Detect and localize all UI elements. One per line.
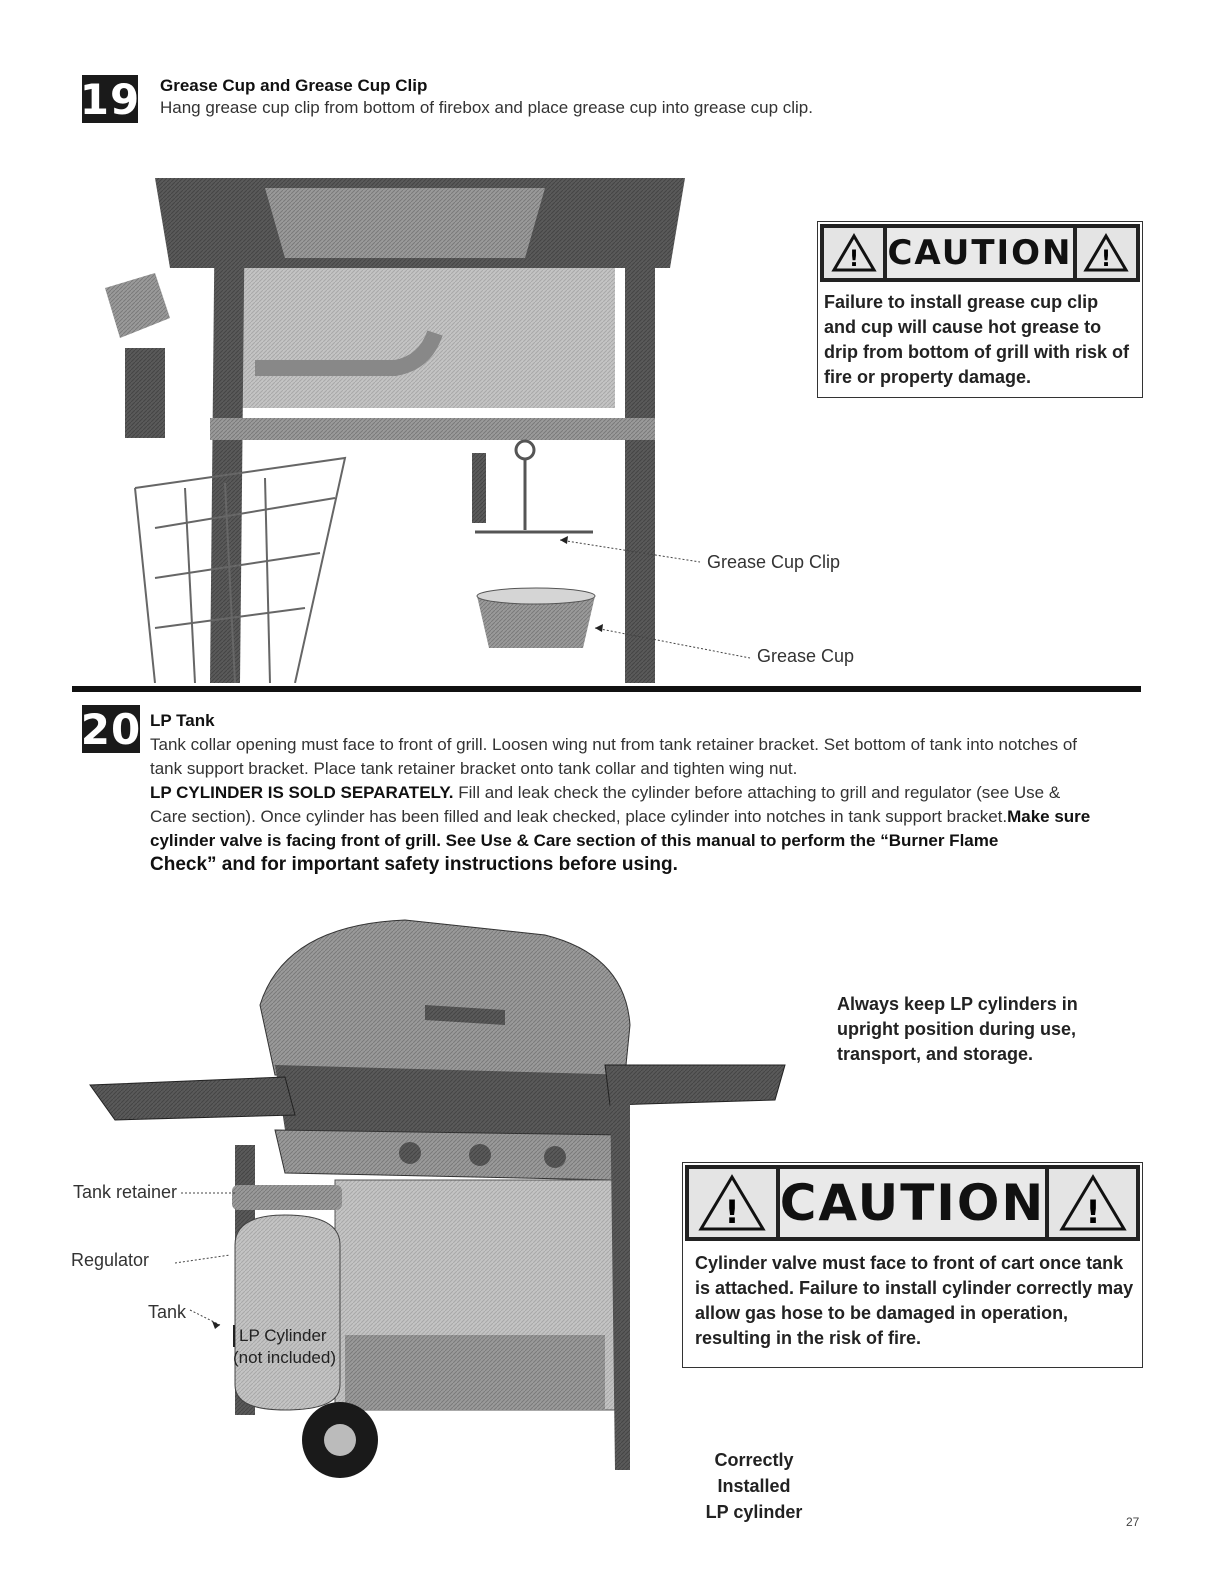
page-number: 27: [1126, 1515, 1140, 1529]
grease-cup-label: Grease Cup: [757, 646, 855, 666]
tank-retainer-label: Tank retainer: [73, 1182, 178, 1202]
warning-triangle-icon: [1047, 1167, 1138, 1239]
step-instructions: Hang grease cup clip from bottom of firebox and place grease cup into grease cup clip.: [160, 98, 813, 117]
caution-box-step19: [817, 221, 1143, 398]
caution-box-step20: [682, 1162, 1143, 1368]
caution-message: Cylinder valve must face to front of cart once tank is attached. Failure to install cylinder correctly may allow gas hose to be damaged in operation, resulting in the risk of fire.: [695, 1253, 1134, 1348]
warning-triangle-icon: [822, 226, 885, 280]
cylinder-label: LP Cylinder (not included): [233, 1326, 337, 1367]
caution-word: CAUTION: [778, 1167, 1048, 1239]
caution-message: Failure to install grease cup clip and cup will cause hot grease to drip from bottom of grill with risk of fire or property damage.: [824, 292, 1129, 387]
step-number-badge: 19: [79, 74, 141, 124]
caution-header: [685, 1165, 1140, 1241]
caution-header: [820, 224, 1140, 282]
step-instructions: Tank collar opening must face to front of grill. Loosen wing nut from tank retainer bracket. Set bottom of tank into notches of tank support bracket. Place tank retainer bracket onto tank collar and tighten wing nut. LP CYLINDER IS SOLD SEPARATELY. Fill and leak check the cylinder before attaching to grill and regulator (see Use & Care section). Once cylinder has been filled and leak checked, place cylinder into notches in tank support bracket.Make sure cylinder valve is facing front of grill. See Use & Care section of this manual to perform the “Burner Flame Check” and for important safety instructions before using.: [150, 735, 1091, 875]
warning-triangle-icon: [1075, 226, 1138, 280]
step-title: Grease Cup and Grease Cup Clip: [160, 76, 428, 95]
step-title: LP Tank: [150, 711, 215, 730]
upright-position-note: Always keep LP cylinders in upright position during use, transport, and storage.: [837, 994, 1078, 1064]
tank-label: Tank: [148, 1302, 187, 1322]
svg-text:!: !: [1101, 247, 1112, 272]
section-divider: [72, 686, 1141, 692]
regulator-label: Regulator: [71, 1250, 150, 1270]
callout-leaders: [560, 530, 760, 670]
step-number-badge: 20: [80, 704, 142, 754]
grease-cup-clip-label: Grease Cup Clip: [707, 552, 841, 572]
svg-text:!: !: [1085, 1193, 1100, 1231]
svg-text:!: !: [848, 247, 859, 272]
figure-caption: Correctly Installed LP cylinder: [705, 1450, 803, 1522]
warning-triangle-icon: [687, 1167, 778, 1239]
svg-text:!: !: [725, 1193, 740, 1231]
callout-leaders: [175, 1185, 255, 1335]
caution-word: CAUTION: [885, 226, 1074, 280]
